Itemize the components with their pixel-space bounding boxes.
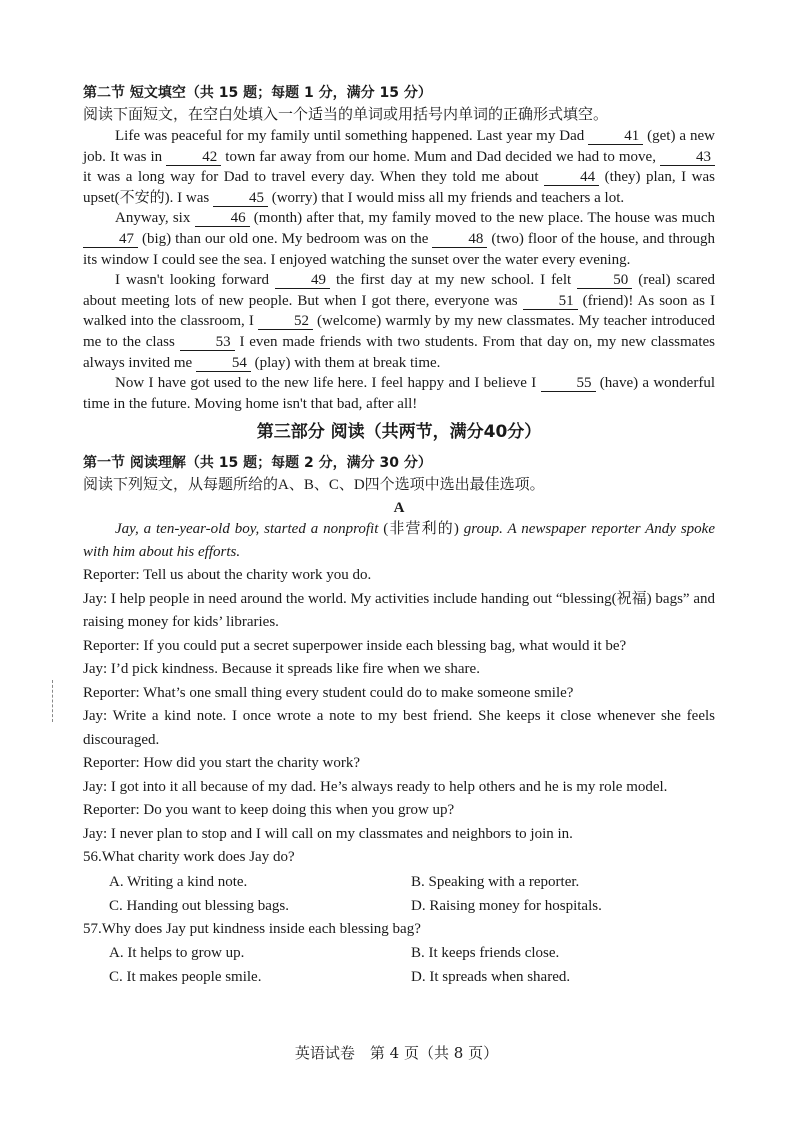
option-c: C. Handing out blessing bags. [109,897,289,914]
text-run: (big) than our old one. My bedroom was on the [138,230,433,247]
text-run: Jay, a ten-year-old boy, started a nonprofit [115,521,384,538]
margin-binding-mark [52,680,54,722]
cloze-paragraph-2 [83,208,715,270]
dialogue-line: Jay: I help people in need around the world. My activities include handing out “blessing(祝福) bags” and raising money for kids’ libraries. [83,590,715,631]
option-b: B. It keeps friends close. [411,945,560,962]
interview-dialogue [83,564,715,846]
question-stem: 57.Why does Jay put kindness inside each blessing bag? [83,920,421,937]
answer-options [83,870,715,918]
text-run: Now I have got used to the new life here. I feel happy and I believe I [115,375,541,392]
blank-54: 54 [196,355,251,372]
option-b: B. Speaking with a reporter. [411,873,580,890]
part3-section1-instruction: 阅读下列短文，从每题所给的A、B、C、D四个选项中选出最佳选项。 [83,477,545,494]
text-run: it was a long way for Dad to travel every day. When they told me about [83,169,545,186]
passage-letter: A [393,500,405,517]
dialogue-line: Reporter: Do you want to keep doing this when you grow up? [83,802,455,819]
text-run: (非营利的) [383,521,459,538]
question-stem: 56.What charity work does Jay do? [83,849,295,866]
option-a: A. Writing a kind note. [109,873,248,890]
text-run: (have) a wonderful time in the future. Moving home isn't that bad, after all! [83,375,715,412]
question-56 [83,846,715,918]
blank-50: 50 [577,272,632,289]
text-run: Anyway, six [115,210,195,227]
text-run: group. A newspaper reporter Andy spoke with him about his efforts. [83,521,715,561]
text-run: (play) with them at break time. [250,354,441,371]
option-d: D. It spreads when shared. [411,969,571,986]
blank-41: 41 [588,128,643,145]
question-57 [83,918,715,990]
exam-page [83,82,715,989]
page-footer: 英语试卷 第 4 页（共 8 页） [294,1044,499,1062]
option-d: D. Raising money for hospitals. [411,897,602,914]
blank-44: 44 [544,169,599,186]
dialogue-line: Reporter: Tell us about the charity work you do. [83,567,372,584]
blank-48: 48 [432,231,487,248]
text-run: (month) after that, my family moved to the new place. The house was much [249,210,715,227]
dialogue-line: Reporter: What’s one small thing every student could do to make someone smile? [83,684,574,701]
blank-42: 42 [166,149,221,166]
dialogue-line: Jay: I’d pick kindness. Because it spreads like fire when we share. [83,661,480,678]
text-run: (welcome) warmly by my new classmates. My teacher introduced me to the class [83,313,716,350]
blank-49: 49 [275,272,330,289]
dialogue-line: Jay: I never plan to stop and I will call on my classmates and neighbors to join in. [83,825,573,842]
cloze-paragraph-4 [83,373,715,414]
dialogue-line: Reporter: How did you start the charity work? [83,755,361,772]
blank-46: 46 [195,210,250,227]
cloze-paragraph-1 [83,126,715,208]
text-run: (real) scared about meeting lots of new people. But when I got there, everyone was [83,272,715,309]
text-run: (two) floor of the house, and through its window I could see the sea. I enjoyed watching the sunset over the water every evening. [83,230,715,268]
text-run: (they) plan, I was upset(不安的). I was [83,169,716,206]
text-run: (worry) that I would miss all my friends and teachers a lot. [267,189,625,206]
blank-45: 45 [213,190,268,207]
text-run: Life was peaceful for my family until something happened. Last year my Dad [115,128,589,144]
blank-52: 52 [258,313,313,330]
blank-51: 51 [523,293,578,310]
blank-43: 43 [660,149,715,166]
dialogue-line: Jay: Write a kind note. I once wrote a note to my best friend. She keeps it close whenever she feels discouraged. [83,708,715,748]
cloze-paragraph-3 [83,270,715,373]
blank-53: 53 [180,334,235,351]
section2-instruction: 阅读下面短文，在空白处填入一个适当的单词或用括号内单词的正确形式填空。 [83,107,609,123]
section2-heading: 第二节 短文填空（共 15 题；每题 1 分，满分 15 分） [83,85,432,101]
option-c: C. It makes people smile. [109,969,262,986]
blank-47: 47 [83,231,138,248]
text-run: town far away from our home. Mum and Dad decided we had to move, [221,148,660,165]
option-a: A. It helps to grow up. [109,945,245,962]
answer-options [83,941,715,989]
part3-heading: 第三部分 阅读（共两节，满分40分） [256,422,542,443]
text-run: (friend)! As soon as I walked into the classroom, I [83,292,715,330]
cloze-passage [83,126,715,414]
part3-section1-heading: 第一节 阅读理解（共 15 题；每题 2 分，满分 30 分） [83,455,432,472]
dialogue-line: Reporter: If you could put a secret superpower inside each blessing bag, what would it be? [83,637,627,654]
blank-55: 55 [541,375,596,392]
text-run: (get) a new job. It was in [83,128,715,165]
text-run: I even made friends with two students. From that day on, my new classmates always invited me [83,333,715,371]
text-run: I wasn't looking forward [115,272,276,289]
text-run: the first day at my new school. I felt [330,272,578,289]
passage-intro [83,518,715,564]
dialogue-line: Jay: I got into it all because of my dad. He’s always ready to help others and he is my role model. [83,778,668,795]
